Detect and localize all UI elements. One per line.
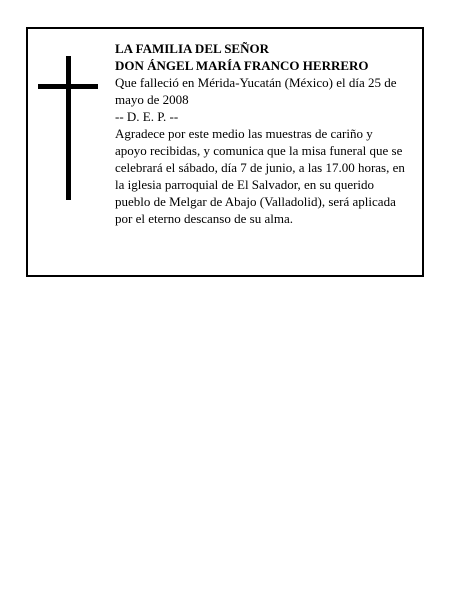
heading-family: LA FAMILIA DEL SEÑOR bbox=[115, 41, 269, 56]
death-info-line-2: mayo de 2008 bbox=[115, 92, 189, 107]
death-info-line-1: Que falleció en Mérida-Yucatán (México) el día 25 de bbox=[115, 75, 397, 90]
body-line-3: celebrará el sábado, día 7 de junio, a las 17.00 horas, en bbox=[115, 160, 405, 175]
body-line-6: por el eterno descanso de su alma. bbox=[115, 211, 293, 226]
cross-horizontal-bar bbox=[38, 84, 98, 89]
body-line-4: la iglesia parroquial de El Salvador, en su querido bbox=[115, 177, 375, 192]
body-line-5: pueblo de Melgar de Abajo (Valladolid), será aplicada bbox=[115, 194, 396, 209]
obituary-notice bbox=[26, 27, 424, 277]
heading-deceased-name: DON ÁNGEL MARÍA FRANCO HERRERO bbox=[115, 58, 369, 73]
body-line-2: apoyo recibidas, y comunica que la misa funeral que se bbox=[115, 143, 403, 158]
rip-line: -- D. E. P. -- bbox=[115, 109, 179, 124]
notice-text bbox=[115, 40, 420, 227]
body-line-1: Agradece por este medio las muestras de cariño y bbox=[115, 126, 373, 141]
cross-icon bbox=[38, 56, 98, 200]
cross-vertical-bar bbox=[66, 56, 71, 200]
